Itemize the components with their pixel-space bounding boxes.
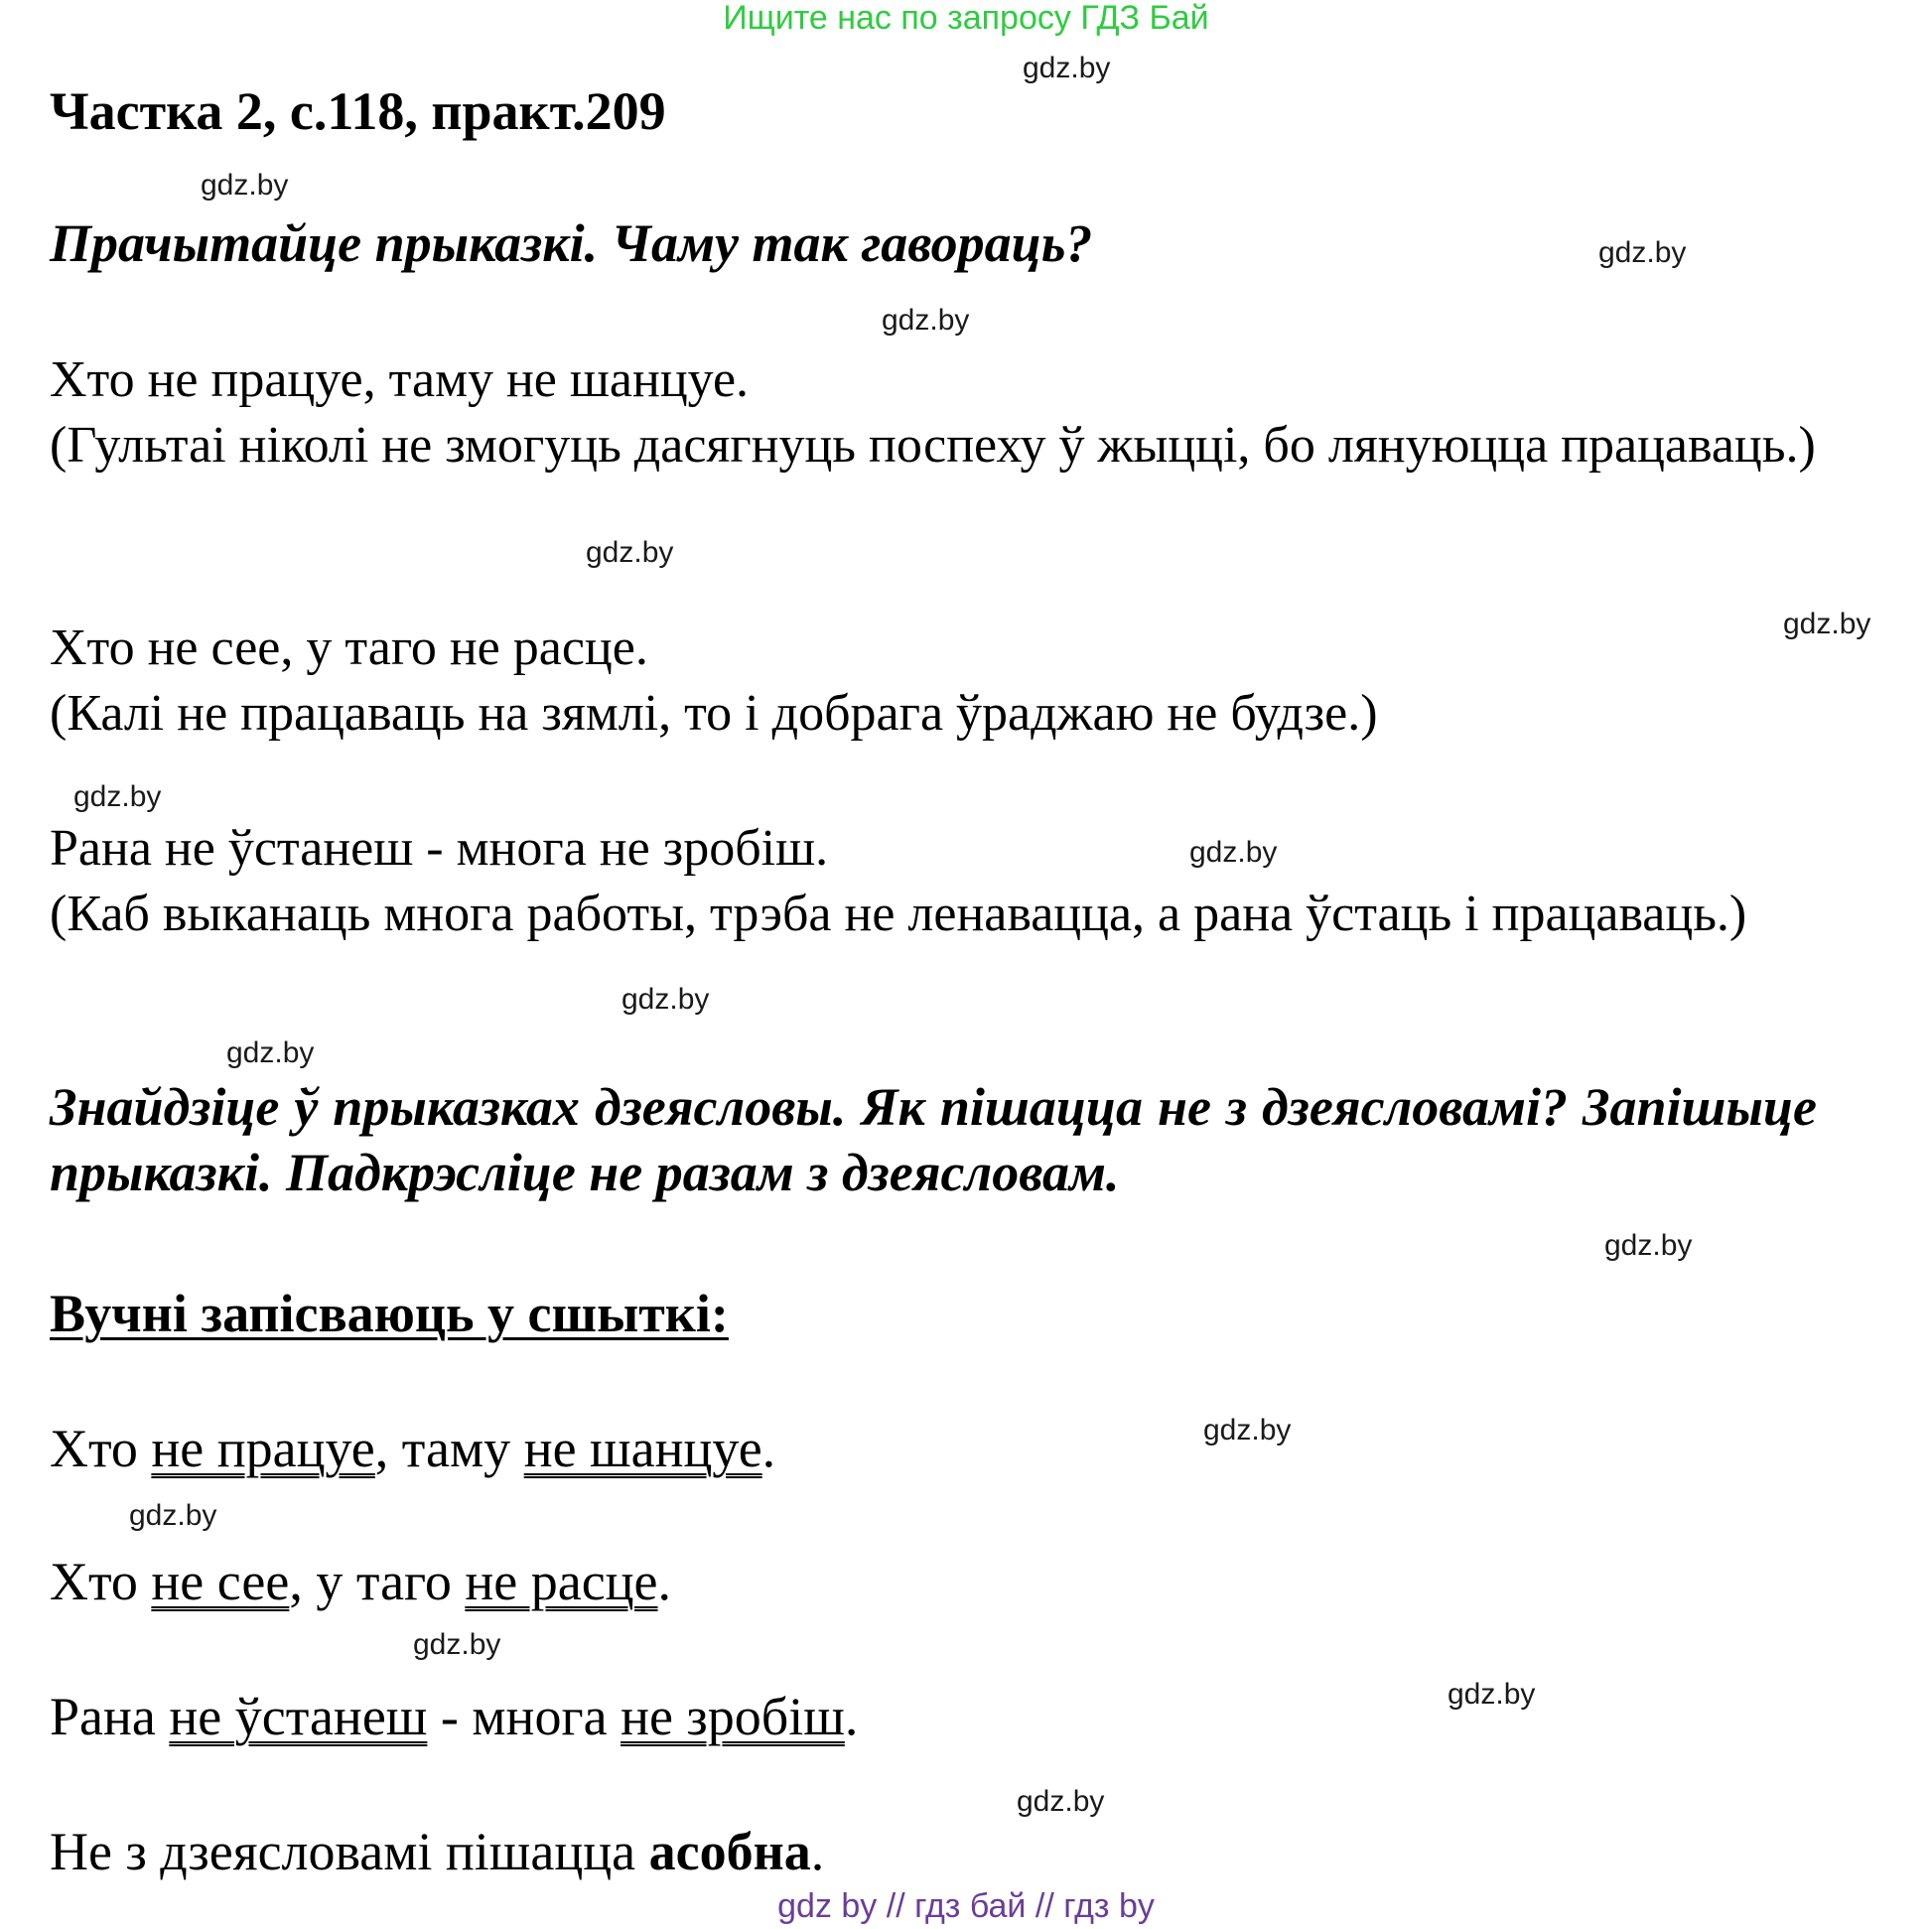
proverb-1-explanation: (Гультаі ніколі не змогуць дасягнуць поспеху ў жыцці, бо лянуюцца працаваць.) xyxy=(50,417,1816,474)
underlined-verb: не ўстанеш xyxy=(169,1687,428,1746)
footer-watermark: gdz by // гдз бай // гдз by xyxy=(777,1887,1155,1925)
watermark: gdz.by xyxy=(1598,236,1687,269)
watermark: gdz.by xyxy=(1604,1229,1693,1262)
watermark: gdz.by xyxy=(73,780,162,813)
proverb-2: Хто не сее, у таго не расце. xyxy=(50,620,648,676)
underlined-verb: не шанцуе xyxy=(523,1419,762,1478)
answer-text: Хто xyxy=(50,1419,152,1478)
watermark: gdz.by xyxy=(1017,1785,1105,1818)
answer-text: Рана xyxy=(50,1687,170,1746)
conclusion-text: Не з дзеясловамі пішацца xyxy=(50,1822,649,1881)
answer-text: . xyxy=(657,1552,672,1611)
proverb-3: Рана не ўстанеш - многа не зробіш. xyxy=(50,820,829,877)
conclusion-line xyxy=(50,1819,824,1884)
watermark: gdz.by xyxy=(1189,836,1278,869)
underlined-verb: не працуе xyxy=(151,1419,375,1478)
watermark: gdz.by xyxy=(1203,1414,1292,1447)
task-instruction-1: Прачытайце прыказкі. Чаму так гавораць? xyxy=(50,213,1093,273)
watermark: gdz.by xyxy=(201,169,289,202)
watermark: gdz.by xyxy=(413,1628,501,1661)
watermark: gdz.by xyxy=(621,983,710,1016)
top-banner[interactable]: Ищите нас по запросу ГДЗ Бай xyxy=(723,0,1209,37)
answer-text: . xyxy=(844,1687,859,1746)
proverb-2-explanation: (Калі не працаваць на зямлі, то і добрага ўраджаю не будзе.) xyxy=(50,685,1378,742)
answer-text: . xyxy=(761,1419,776,1478)
answer-line-3 xyxy=(50,1684,858,1749)
watermark: gdz.by xyxy=(586,536,674,569)
answer-text: , у таго xyxy=(289,1552,466,1611)
page-title: Частка 2, с.118, практ.209 xyxy=(50,81,666,141)
underlined-verb: не расце xyxy=(465,1552,658,1611)
proverb-1: Хто не працуе, таму не шанцуе. xyxy=(50,351,750,408)
answer-text: , таму xyxy=(374,1419,524,1478)
underlined-verb: не зробіш xyxy=(621,1687,845,1746)
watermark: gdz.by xyxy=(226,1036,315,1069)
watermark: gdz.by xyxy=(1023,52,1111,84)
watermark: gdz.by xyxy=(1783,608,1871,640)
conclusion-keyword: асобна xyxy=(648,1822,811,1881)
answer-line-1 xyxy=(50,1416,775,1481)
answer-line-2 xyxy=(50,1549,671,1614)
watermark: gdz.by xyxy=(882,304,970,337)
proverb-3-explanation: (Каб выканаць многа работы, трэба не ленавацца, а рана ўстаць і працаваць.) xyxy=(50,886,1747,942)
notebook-heading: Вучні запісваюць у сшыткі: xyxy=(50,1284,729,1343)
underlined-verb: не сее xyxy=(151,1552,290,1611)
answer-text: Хто xyxy=(50,1552,152,1611)
conclusion-text: . xyxy=(810,1822,825,1881)
watermark: gdz.by xyxy=(129,1499,217,1532)
answer-text: - многа xyxy=(427,1687,621,1746)
task-instruction-2: Знайдзіце ў прыказках дзеясловы. Як пішацца не з дзеясловамі? Запішыце прыказкі. Падкрэсліце не разам з дзеясловам. xyxy=(50,1077,1817,1202)
watermark: gdz.by xyxy=(1448,1678,1536,1711)
